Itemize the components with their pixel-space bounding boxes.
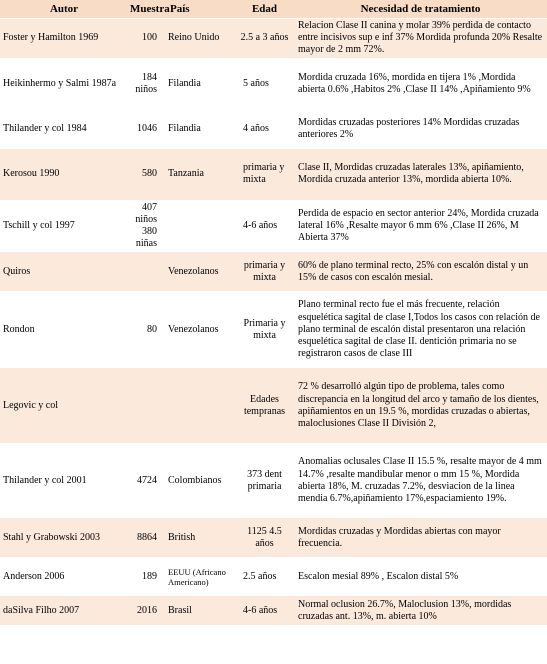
header-muestra: Muestra <box>128 0 160 18</box>
cell-necesidad: Mordidas cruzadas posteriores 14% Mordidas cruzadas anteriores 2% <box>294 110 547 148</box>
cell-autor: Thilander y col 1984 <box>0 110 128 148</box>
table-row <box>0 110 547 148</box>
cell-autor: Heikinhermo y Salmi 1987a <box>0 58 128 110</box>
cell-edad: Edades tempranas <box>235 368 294 444</box>
table-row <box>0 292 547 368</box>
cell-necesidad: Mordida cruzada 16%, mordida en tijera 1% ,Mordida abierta 0.6% ,Habitos 2% ,Clase II 14% ,Apiñamiento 9% <box>294 58 547 110</box>
cell-necesidad: Normal oclusion 26.7%, Maloclusion 13%, mordidas cruzadas ant. 13%, m. abierta 10% <box>294 596 547 626</box>
cell-pais: Colombianos <box>160 444 235 518</box>
cell-muestra: 4724 <box>128 444 160 518</box>
cell-edad: 2.5 a 3 años <box>235 18 294 58</box>
table-row <box>0 558 547 596</box>
cell-autor: Thilander y col 2001 <box>0 444 128 518</box>
cell-pais: Brasil <box>160 596 235 626</box>
cell-muestra: 100 <box>128 18 160 58</box>
cell-necesidad: Plano terminal recto fue el más frecuente, relación esquelética sagital de clase I,Todos los casos con relación de plano terminal de escalón distal presentaron una relación esquelética sagital de clase II. dentición primaria no se registraron casos de clase III <box>294 292 547 368</box>
cell-autor: Anderson 2006 <box>0 558 128 596</box>
header-pais: País <box>160 0 235 18</box>
cell-muestra <box>128 252 160 292</box>
cell-necesidad: Anomalias oclusales Clase II 15.5 %, resalte mayor de 4 mm 14.7% ,resalte mandibular menor o mm 15 %, Mordida abierta 18%, M. cruzadas 7.2%, desviacion de la linea mendia 6.7%,apiñamiento 17%,espaciamiento 19%. <box>294 444 547 518</box>
cell-edad: 4-6 años <box>235 200 294 252</box>
cell-muestra <box>128 368 160 444</box>
table-row <box>0 58 547 110</box>
table-row <box>0 444 547 518</box>
table-row <box>0 252 547 292</box>
cell-muestra: 8864 <box>128 518 160 558</box>
cell-autor: Legovic y col <box>0 368 128 444</box>
cell-necesidad: 60% de plano terminal recto, 25% con escalón distal y un 15% de casos con escalón mesial. <box>294 252 547 292</box>
cell-pais: Venezolanos <box>160 292 235 368</box>
cell-edad: 5 años <box>235 58 294 110</box>
cell-necesidad: Relacion Clase II canina y molar 39% perdida de contacto entre incisivos sup e inf 37% Mordida profunda 20% Resalte mayor de 2 mm 72%. <box>294 18 547 58</box>
cell-muestra: 580 <box>128 148 160 200</box>
cell-pais: Filandia <box>160 58 235 110</box>
cell-autor: Kerosou 1990 <box>0 148 128 200</box>
cell-pais: Filandia <box>160 110 235 148</box>
cell-muestra: 184 niños <box>128 58 160 110</box>
header-row <box>0 0 547 18</box>
cell-edad: 2.5 años <box>235 558 294 596</box>
table-row <box>0 368 547 444</box>
cell-autor: daSilva Filho 2007 <box>0 596 128 626</box>
table-row <box>0 200 547 252</box>
cell-edad: 4-6 años <box>235 596 294 626</box>
cell-edad: primaria y mixta <box>235 252 294 292</box>
cell-necesidad: Escalon mesial 89% , Escalon distal 5% <box>294 558 547 596</box>
cell-pais <box>160 368 235 444</box>
cell-autor: Foster y Hamilton 1969 <box>0 18 128 58</box>
cell-muestra: 407 niños 380 niñas <box>128 200 160 252</box>
table-row <box>0 596 547 626</box>
table-row <box>0 518 547 558</box>
cell-necesidad: Clase II, Mordidas cruzadas laterales 13%, apiñamiento, Mordida cruzada anterior 13%, mordida abierta 10%. <box>294 148 547 200</box>
cell-necesidad: Perdida de espacio en sector anterior 24%, Mordida cruzada lateral 16% ,Resalte mayor 6 mm 6% ,Clase II 26%, M Abierta 37% <box>294 200 547 252</box>
cell-pais: Tanzania <box>160 148 235 200</box>
table-row <box>0 148 547 200</box>
cell-muestra: 1046 <box>128 110 160 148</box>
table-row <box>0 18 547 58</box>
cell-pais <box>160 200 235 252</box>
cell-pais: Venezolanos <box>160 252 235 292</box>
header-autor: Autor <box>0 0 128 18</box>
cell-edad: 4 años <box>235 110 294 148</box>
cell-edad: 1125 4.5 años <box>235 518 294 558</box>
cell-autor: Stahl y Grabowski 2003 <box>0 518 128 558</box>
cell-muestra: 80 <box>128 292 160 368</box>
header-edad: Edad <box>235 0 294 18</box>
cell-muestra: 189 <box>128 558 160 596</box>
cell-pais: British <box>160 518 235 558</box>
header-necesidad: Necesidad de tratamiento <box>294 0 547 18</box>
cell-autor: Quiros <box>0 252 128 292</box>
cell-edad: 373 dent primaria <box>235 444 294 518</box>
cell-pais: Reino Unido <box>160 18 235 58</box>
cell-edad: Primaria y mixta <box>235 292 294 368</box>
cell-edad: primaria y mixta <box>235 148 294 200</box>
cell-pais: EEUU (Africano Americano) <box>160 558 235 596</box>
cell-necesidad: Mordidas cruzadas y Mordidas abiertas con mayor frecuencia. <box>294 518 547 558</box>
cell-autor: Tschill y col 1997 <box>0 200 128 252</box>
cell-muestra: 2016 <box>128 596 160 626</box>
cell-necesidad: 72 % desarrolló algún tipo de problema, tales como discrepancia en la longitud del arco y tamaño de los dientes, apiñamientos en un 19.5 %, mordidas cruzadas o abiertas, maloclusiones Clase II División 2, <box>294 368 547 444</box>
cell-autor: Rondon <box>0 292 128 368</box>
